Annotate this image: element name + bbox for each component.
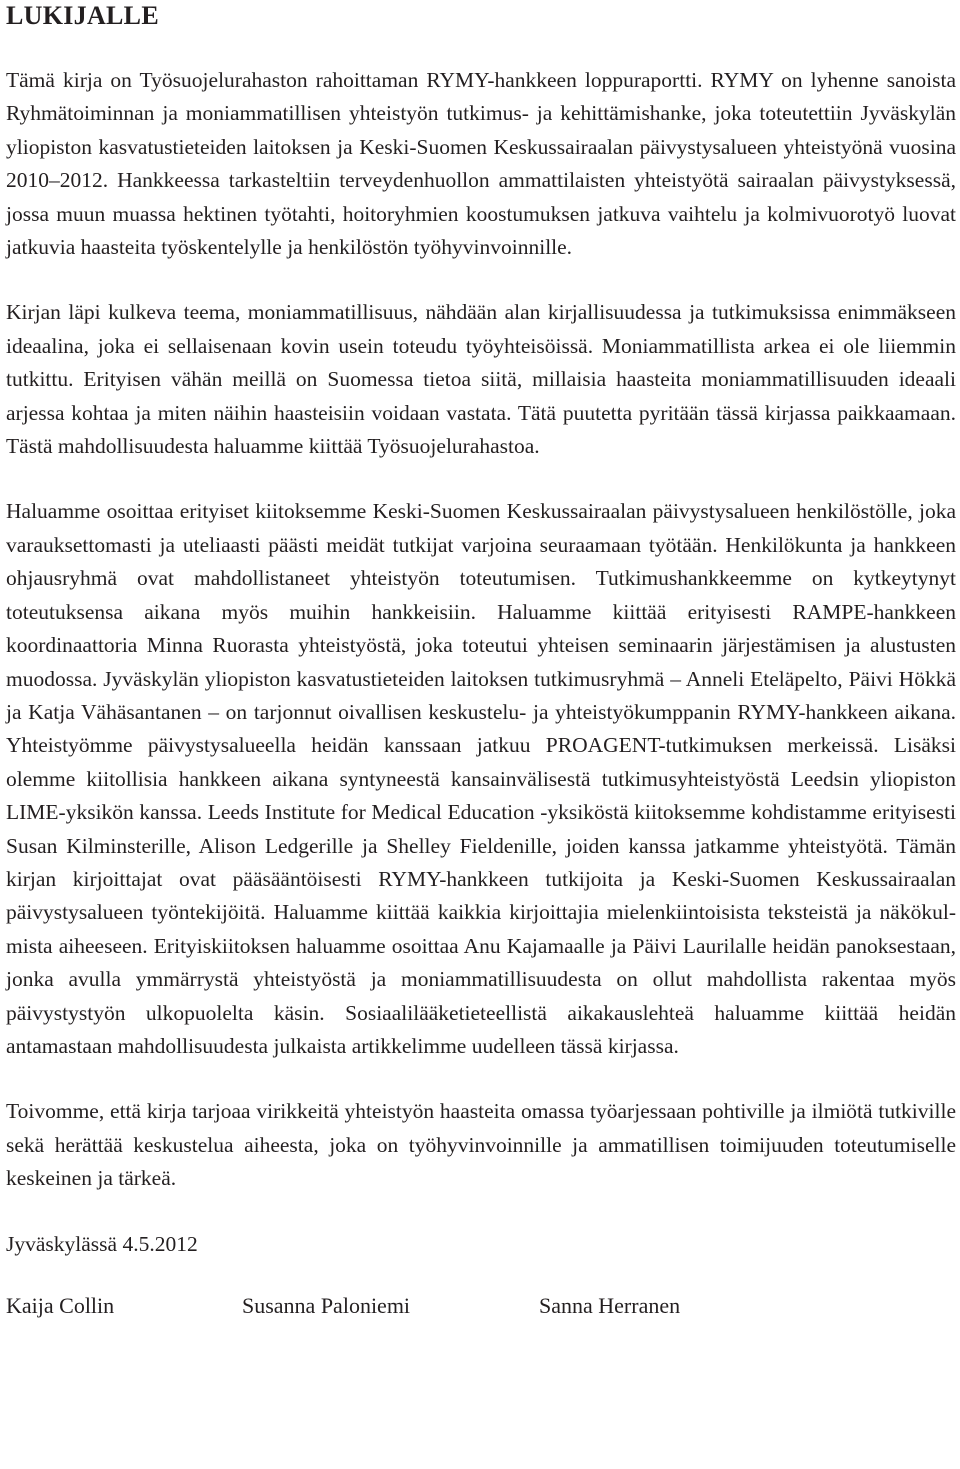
page-title: LUKIJALLE xyxy=(6,1,159,30)
place-and-date: Jyväskylässä 4.5.2012 xyxy=(6,1231,198,1256)
paragraph-intro: Tämä kirja on Työsuojelurahaston rahoittaman RYMY-hankkeen loppuraportti. RYMY on lyhenne sanoista Ryhmätoiminnan ja moniammatillisen yhteistyön tutkimus- ja kehittämishanke, joka toteutettiin Jyväskylän yliopiston kasvatustieteiden laitoksen ja Keski-Suomen Keskussairaalan päivystysalueen yhteistyönä vuosina 2010–2012. Hankkeessa tarkasteltiin terveydenhuollon ammattilaisten yhteistyötä sairaalan päivystyksessä, jossa muun muassa hektinen työtahti, hoitoryhmien koostumuksen jatkuva vaihtelu ja kolmivuorotyö luovat jatkuvia haasteita työskentelylle ja henkilöstön työhyvinvoinnille. xyxy=(6,68,956,260)
document-page xyxy=(6,0,956,1323)
paragraph-acknowledgements: Haluamme osoittaa erityiset kiitoksemme Keski-Suomen Keskussairaalan päivystysalueen henkilöstölle, joka varauksettomasti ja uteliaasti päästi meidät tutkijat varjoina seuraamaan työtään. Henkilökunta ja hankkeen ohjausryhmä ovat mahdollistaneet yhteistyön toteutumisen. Tutkimushankkeemme on kytkeytynyt toteutuksensa aikana myös muihin hankkeisiin. Haluamme kiittää erityisesti RAMPE-hankkeen koordinaattoria Minna Ruorasta yhteistyöstä, joka toteutui yhteisen seminaarin järjestämisen ja alustusten muodossa. Jyväskylän yliopiston kasvatustieteiden laitoksen tutkimusryhmä – Anneli Eteläpelto, Päivi Hökkä ja Katja Vähäsantanen – on tarjonnut oivallisen keskustelu- ja yhteistyökumppanin RYMY-hankkeen aikana. Yhteistyömme päivystysalueella heidän kanssaan jatkuu PROAGENT-tutkimuksen merkeissä. Lisäksi olemme kiitollisia hankkeen aikana syntyneestä kansainvälisestä tutkimusyhteistyöstä Leedsin yliopiston LIME-yksikön kanssa. Leeds Institute for Medical Education -yksiköstä kiitoksemme kohdistamme erityisesti Susan Kilminsterille, Alison Ledgerille ja Shelley Fieldenille, joiden kanssa jatkamme yhteistyötä. Tämän kirjan kirjoittajat ovat pääsääntöisesti RYMY-hankkeen tutkijoita ja Keski-Suomen Keskussairaalan päivystysalueen työntekijöitä. Haluamme kiittää kaikkia kirjoittajia mielenkiintoisista teksteistä ja näkökulmista aiheeseen. Erityiskiitoksen haluamme osoittaa Anu Kajamaalle ja Päivi Laurilalle heidän panoksestaan, jonka avulla ymmärrystä yhteistyöstä ja moniammatillisuudesta on ollut mahdollista rakentaa myös päivystystyön ulkopuolelta käsin. Sosiaalilääketieteellistä aikakauslehteä haluamme kiittää heidän antamastaan mahdollisuudesta julkaista artikkelimme uudelleen tässä kirjassa. xyxy=(6,499,956,1058)
author-name: Sanna Herranen xyxy=(539,1293,681,1318)
author-name: Kaija Collin xyxy=(6,1293,115,1318)
paragraph-theme: Kirjan läpi kulkeva teema, moniammatillisuus, nähdään alan kirjallisuudessa ja tutkimuksissa enimmäkseen ideaalina, joka ei sellaisenaan kovin usein toteudu työyhteisöissä. Moniammatillista arkea ei ole liiemmin tutkittu. Erityisen vähän meillä on Suomessa tietoa siitä, millaisia haasteita moniammatillisuuden ideaali arjessa kohtaa ja miten näihin haasteisiin voidaan vastata. Tätä puutetta pyritään tässä kirjassa paikkaamaan. Tästä mahdollisuudesta haluamme kiittää Työsuojelurahastoa. xyxy=(6,300,956,459)
author-signatures xyxy=(6,1289,956,1323)
paragraph-closing: Toivomme, että kirja tarjoaa virikkeitä yhteistyön haasteita omassa työarjessaan pohtiville ja ilmiötä tutkiville sekä herättää keskustelua aiheesta, joka on työhyvinvoinnille ja ammatillisen toimijuuden toteutumiselle keskeinen ja tärkeä. xyxy=(6,1099,956,1191)
author-name: Susanna Paloniemi xyxy=(242,1293,411,1318)
